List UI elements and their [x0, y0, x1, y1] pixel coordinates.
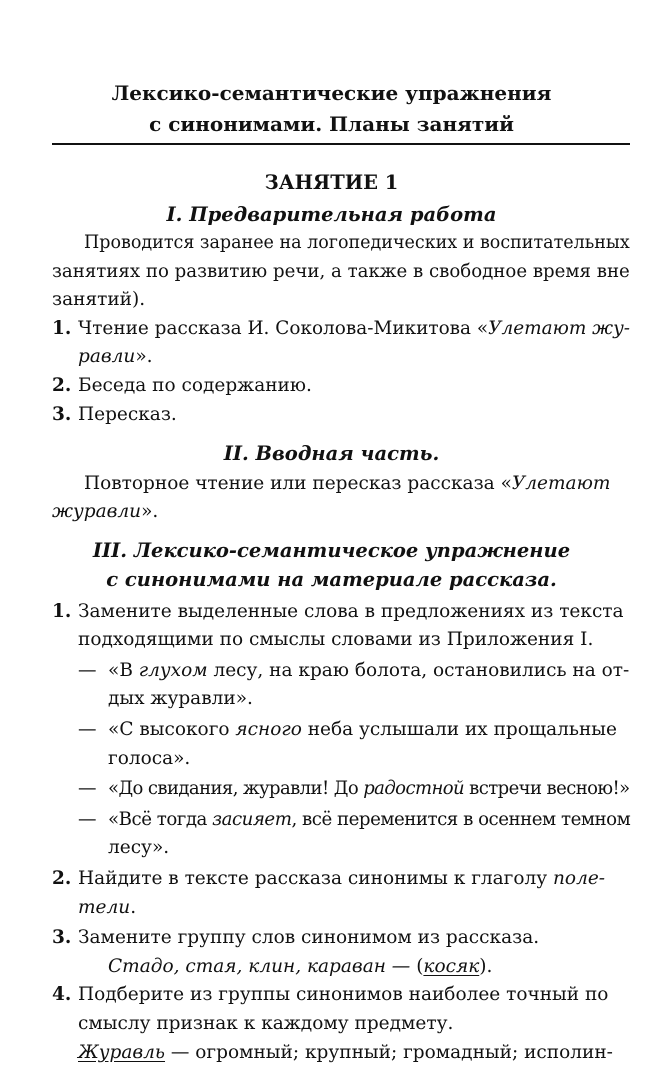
- task3-synonyms: Стадо, стая, клин, караван — (косяк).: [108, 955, 493, 977]
- task2-line1: Найдите в тексте рассказа синонимы к глаголу поле-: [78, 867, 606, 889]
- item-number: 1.: [52, 317, 72, 339]
- section1-intro-line1: Проводится заранее на логопедических и воспитательных: [84, 231, 630, 253]
- dash-marker: —: [78, 808, 97, 830]
- task-number: 3.: [52, 927, 72, 949]
- task-number: 2.: [52, 867, 72, 889]
- task1-line1: Замените выделенные слова в предложениях из текста: [78, 600, 624, 622]
- section3-heading-line2: с синонимами на материале рассказа.: [106, 568, 557, 592]
- section1-heading: I. Предварительная работа: [166, 203, 497, 227]
- task4-line1: Подберите из группы синонимов наиболее точный по: [78, 984, 609, 1006]
- example-sentence-continuation: дых журавли».: [108, 688, 253, 710]
- dash-marker: —: [78, 718, 97, 740]
- list-item: Беседа по содержанию.: [78, 375, 312, 397]
- example-sentence: «В глухом лесу, на краю болота, остановились на от-: [108, 659, 630, 681]
- example-sentence: «До свидания, журавли! До радостной встречи весною!»: [108, 778, 630, 800]
- section2-text-line1: Повторное чтение или пересказ рассказа «Улетают: [84, 472, 611, 494]
- dash-marker: —: [78, 659, 97, 681]
- list-item: Чтение рассказа И. Соколова-Микитова «Улетают жу-: [78, 317, 631, 339]
- item-number: 2.: [52, 375, 72, 397]
- task3-line1: Замените группу слов синонимом из рассказа.: [78, 927, 540, 949]
- task1-line2: подходящими по смыслы словами из Приложения I.: [78, 629, 594, 651]
- list-item: Пересказ.: [78, 403, 177, 425]
- section2-heading: II. Вводная часть.: [223, 441, 440, 465]
- item-number: 3.: [52, 403, 72, 425]
- list-item-continuation: равли».: [78, 346, 153, 368]
- section2-text-line2: журавли».: [52, 501, 159, 523]
- task2-line2: тели.: [78, 896, 137, 918]
- header-title-line1: Лексико-семантические упражнения: [111, 81, 552, 105]
- example-sentence-continuation: голоса».: [108, 747, 191, 769]
- example-sentence: «С высокого ясного неба услышали их прощальные: [108, 718, 617, 740]
- example-sentence: «Всё тогда засияет, всё переменится в осеннем темном: [108, 808, 631, 830]
- section1-intro-line3: занятий).: [52, 289, 146, 311]
- task4-line2: смыслу признак к каждому предмету.: [78, 1013, 454, 1035]
- task4-example: Журавль — огромный; крупный; громадный; исполин-: [78, 1041, 613, 1063]
- section3-heading-line1: III. Лексико-семантическое упражнение: [92, 539, 571, 563]
- header-divider: [52, 143, 630, 145]
- example-sentence-continuation: лесу».: [108, 837, 170, 859]
- header-title-line2: с синонимами. Планы занятий: [149, 111, 514, 136]
- section1-intro-line2: занятиях по развитию речи, а также в свободное время вне: [52, 260, 630, 282]
- lesson-title: ЗАНЯТИЕ 1: [264, 170, 399, 194]
- dash-marker: —: [78, 778, 97, 800]
- task-number: 1.: [52, 600, 72, 622]
- task-number: 4.: [52, 984, 72, 1006]
